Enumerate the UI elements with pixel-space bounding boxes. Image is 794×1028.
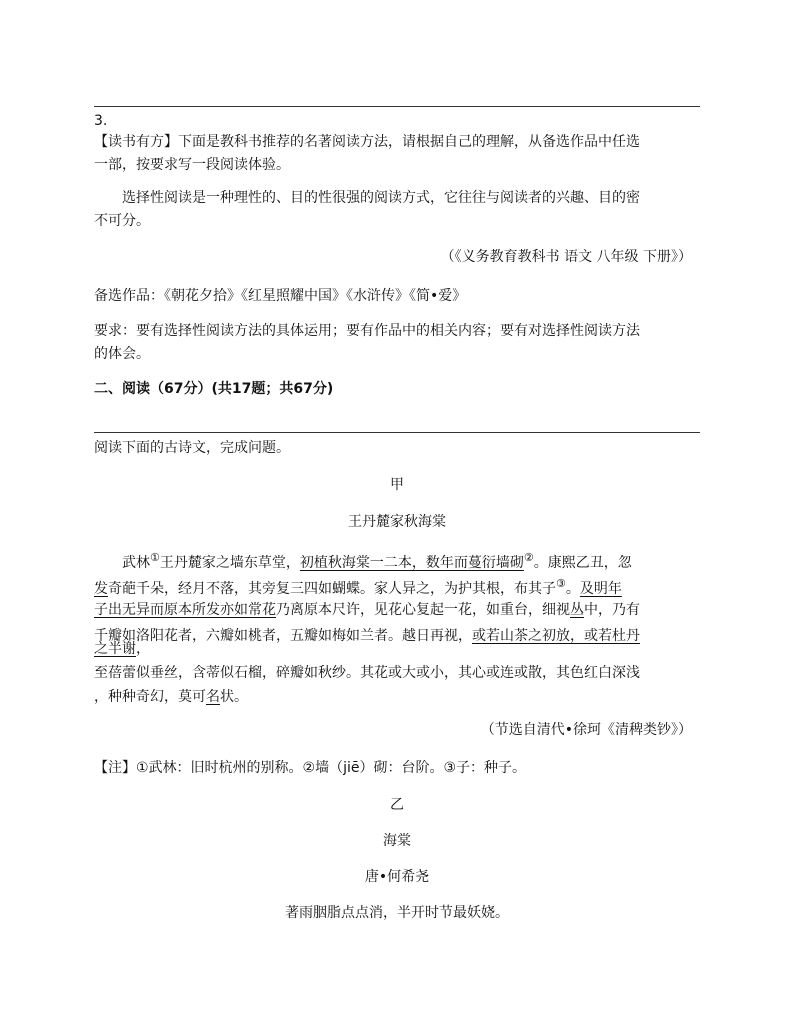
question-number: 3. (94, 113, 108, 129)
underlined-sentence-3b: 之半谢 (94, 641, 136, 657)
underlined-sentence-3a: 或若山茶之初放，或若杜丹 (472, 628, 640, 644)
underlined-word-ming: 名 (206, 689, 220, 705)
underlined-sentence-2a: 及明年 (579, 581, 622, 597)
poem-title: 海棠 (383, 833, 411, 849)
requirement-line-1: 要求：要有选择性阅读方法的具体运用；要有作品中的相关内容；要有对选择性阅读方法 (94, 323, 640, 339)
passage-jia-label: 甲 (390, 477, 404, 493)
requirement-line-2: 的体会。 (94, 346, 150, 362)
passage-jia-line-3: 子出无异而原本所发亦如常花乃离原本尺许，见花心复起一花，如重台，细视丛中，乃有 (94, 602, 640, 618)
passage-jia-line-1: 武林①王丹麓家之墙东草堂，初植秋海棠一二本，数年而蔓衍墙砌②。康熙乙丑，忽 (122, 551, 632, 571)
passage-yi-label: 乙 (390, 797, 404, 813)
underlined-word-fa: 发 (94, 581, 108, 597)
quote-line-1: 选择性阅读是一种理性的、目的性很强的阅读方式，它往往与阅读者的兴趣、目的密 (122, 190, 640, 206)
underlined-sentence-1: 初植秋海棠一二本，数年而蔓衍墙砌 (299, 555, 524, 571)
section-divider (94, 432, 700, 433)
underlined-word-cong: 丛 (570, 602, 584, 618)
question-intro-line-1: 【读书有方】下面是教科书推荐的名著阅读方法，请根据自己的理解，从备选作品中任选 (94, 134, 640, 150)
passage-jia-title: 王丹麓家秋海棠 (348, 514, 446, 530)
passage-jia-line-6: 至蓓蕾似垂丝，含蒂似石榴，碎瓣如秋纱。其花或大或小，其心或连或散，其色红白深浅 (94, 665, 640, 681)
quote-source: （《义务教育教科书 语文 八年级 下册》） (440, 249, 692, 265)
underlined-sentence-2b: 子出无异而原本所发亦如常花 (94, 602, 276, 618)
question-intro-line-2: 一部，按要求写一段阅读体验。 (94, 157, 290, 173)
top-divider (94, 106, 700, 107)
passage-jia-notes: 【注】①武林：旧时杭州的别称。②墙（jiē）砌：台阶。③子：种子。 (94, 760, 527, 776)
passage-jia-line-4: 千瓣如洛阳花者，六瓣如桃者，五瓣如梅如兰者。越日再视，或若山茶之初放，或若杜丹 (94, 628, 640, 644)
quote-line-2: 不可分。 (94, 213, 150, 229)
passage-jia-line-2: 发奇葩千朵，经月不落，其旁复三四如蝴蝶。家人异之，为护其根，布其子③。及明年 (94, 577, 622, 597)
passage-jia-source: （节选自清代•徐珂《清稗类钞》） (480, 722, 692, 738)
poem-author: 唐•何希尧 (364, 869, 430, 885)
poem-line-1: 著雨胭脂点点消，半开时节最妖娆。 (285, 905, 509, 921)
reading-instruction: 阅读下面的古诗文，完成问题。 (94, 440, 290, 456)
passage-jia-line-5: 之半谢， (94, 641, 150, 657)
section-heading: 二、阅读（67分）(共17题；共67分) (94, 381, 334, 397)
passage-jia-line-7: ，种种奇幻，莫可名状。 (94, 689, 248, 705)
candidate-works: 备选作品：《朝花夕拾》《红星照耀中国》《水浒传》《简•爱》 (94, 288, 467, 304)
